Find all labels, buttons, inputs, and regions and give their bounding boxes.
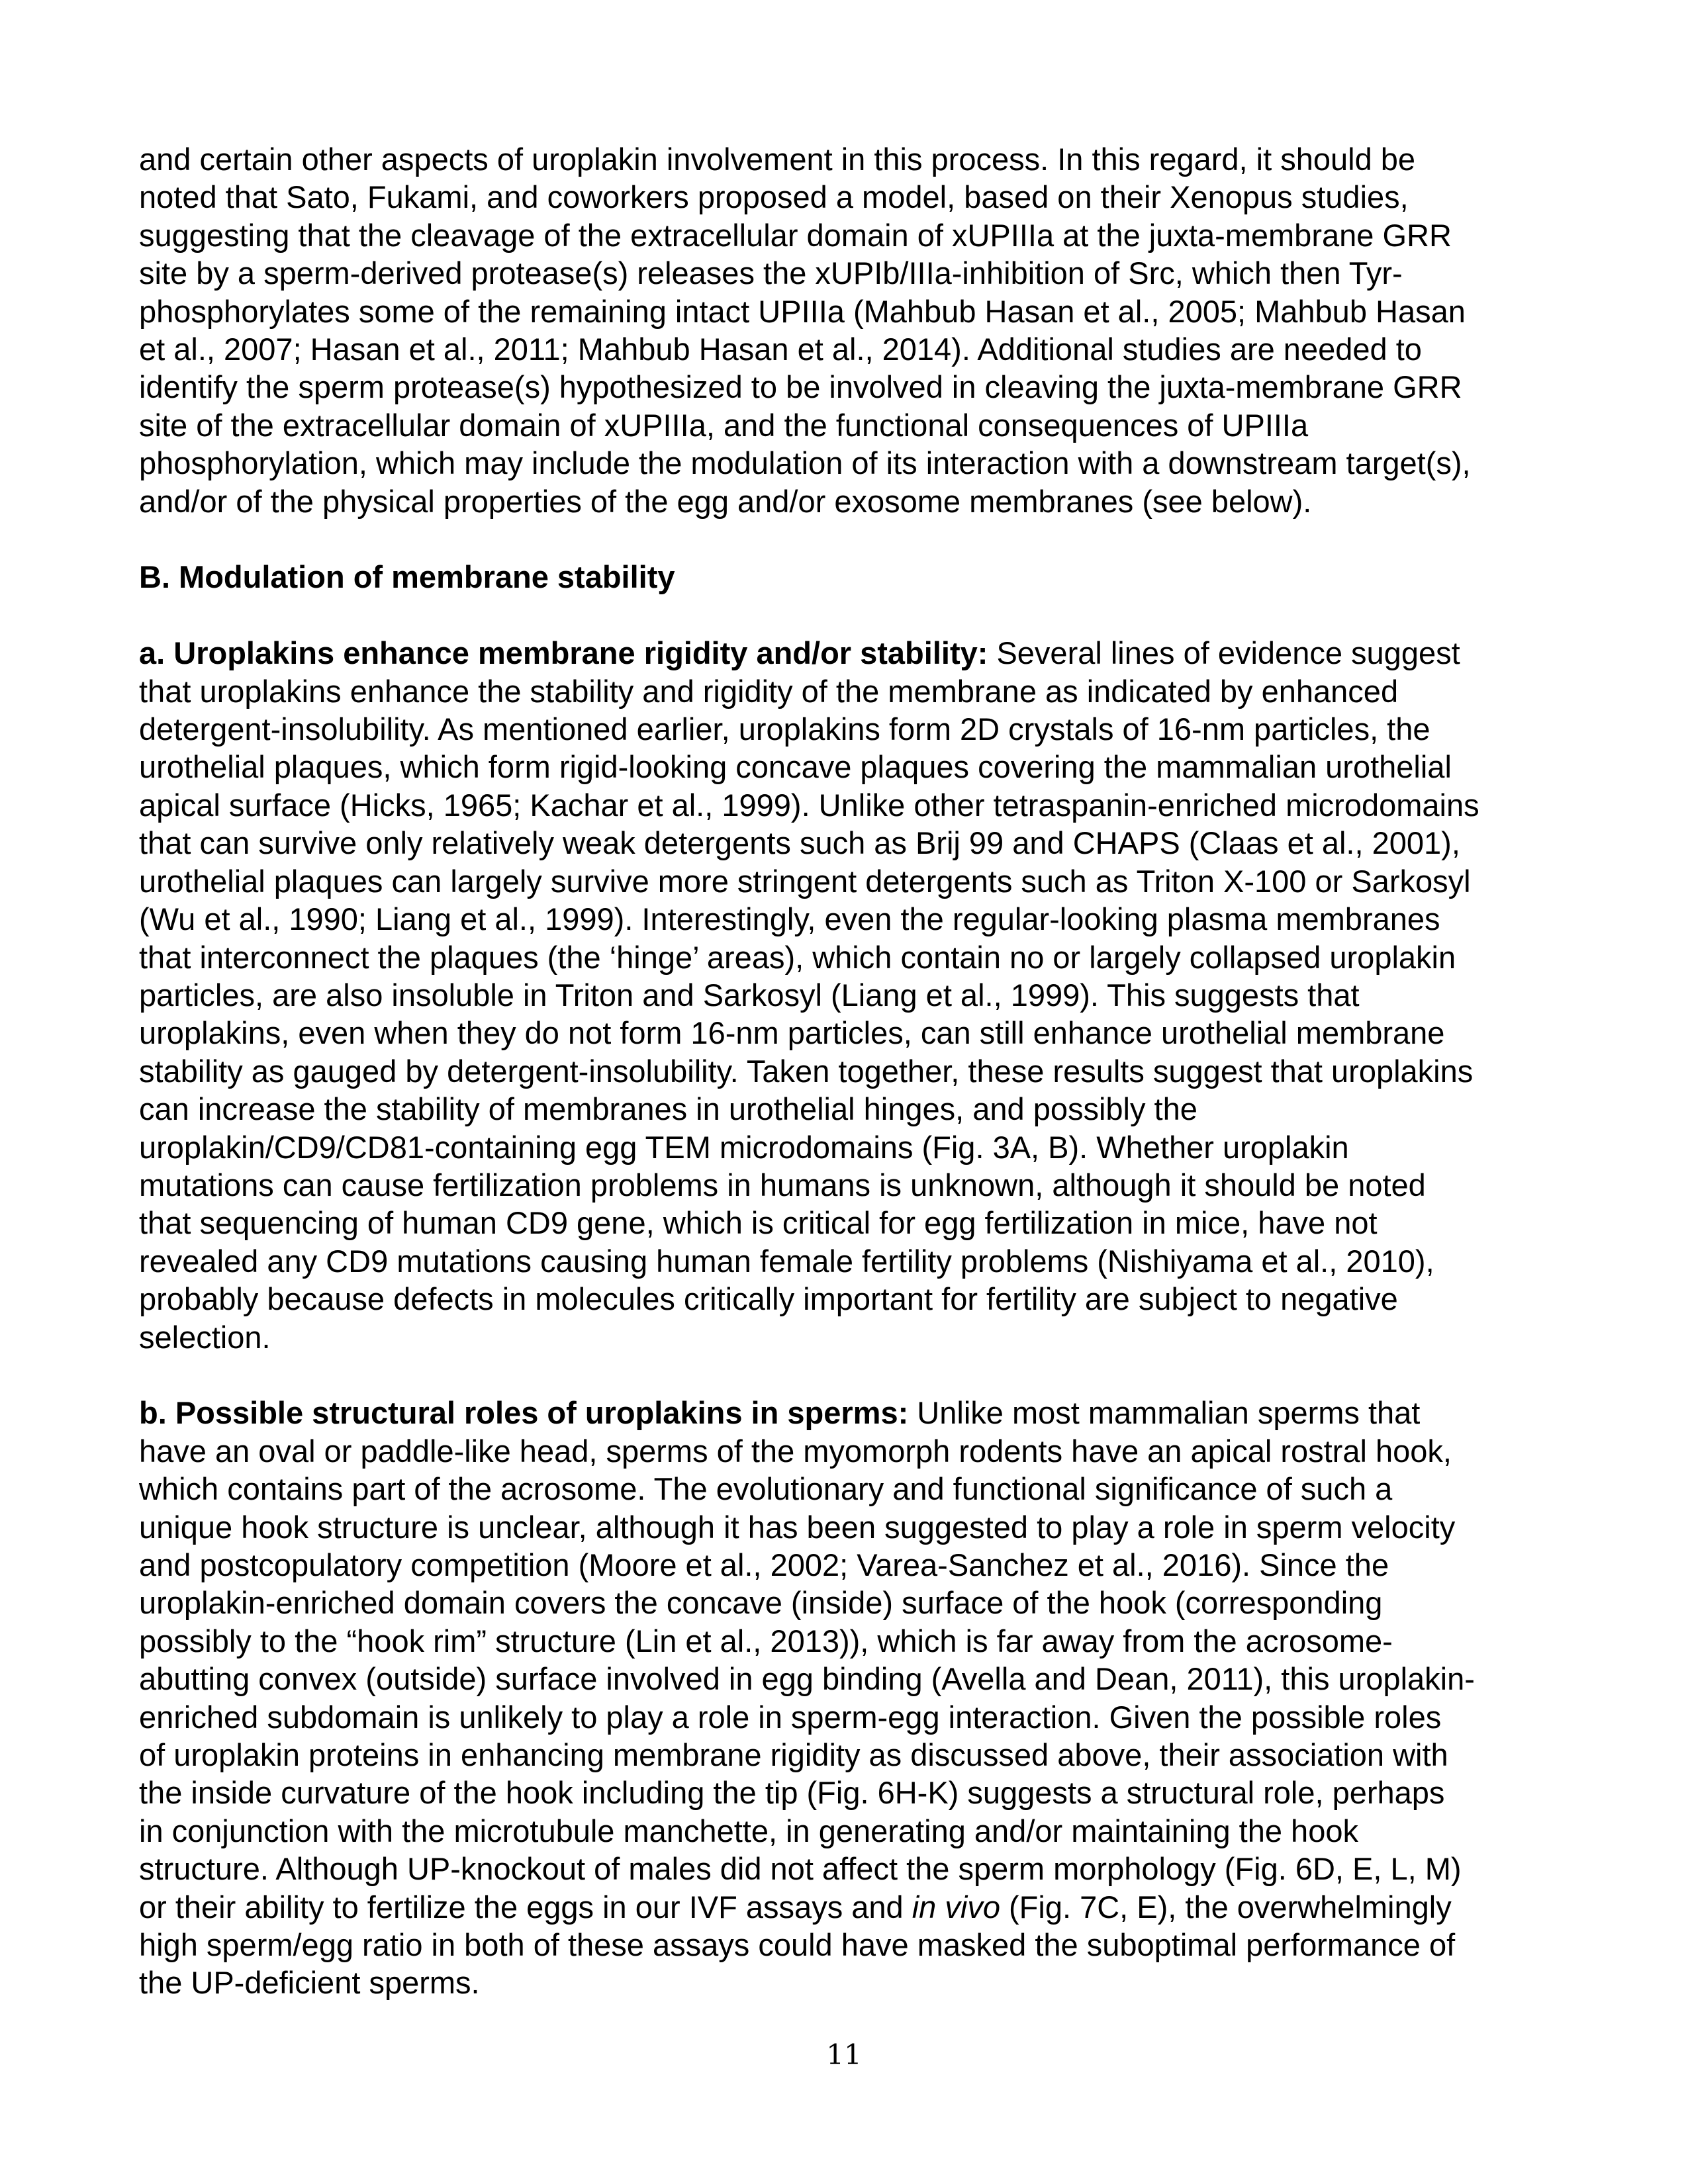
- text-run: (Fig. 7C, E), the overwhelmingly: [1000, 1889, 1452, 1925]
- text-line: phosphorylates some of the remaining intact UPIIIa (Mahbub Hasan et al., 2005; Mahbub Hasan: [139, 293, 1466, 329]
- text-line: selection.: [139, 1319, 271, 1355]
- text-line: and/or of the physical properties of the egg and/or exosome membranes (see below).: [139, 483, 1312, 519]
- text-line: the inside curvature of the hook including the tip (Fig. 6H-K) suggests a structural role, perhaps: [139, 1775, 1445, 1811]
- paragraph-membrane-rigidity: [139, 634, 1549, 1356]
- paragraph-spacer: [139, 1356, 1549, 1394]
- text-run: Unlike most mammalian sperms that: [908, 1395, 1421, 1431]
- text-line: particles, are also insoluble in Triton and Sarkosyl (Liang et al., 1999). This suggests that: [139, 977, 1360, 1013]
- text-line: uroplakins, even when they do not form 16-nm particles, can still enhance urothelial membrane: [139, 1015, 1445, 1051]
- document-page: [139, 140, 1549, 2002]
- text-line: revealed any CD9 mutations causing human female fertility problems (Nishiyama et al., 2010),: [139, 1243, 1434, 1279]
- text-line: unique hook structure is unclear, although it has been suggested to play a role in sperm velocity: [139, 1509, 1456, 1545]
- section-heading-b: B. Modulation of membrane stability: [139, 559, 675, 595]
- subsection-heading-a: a. Uroplakins enhance membrane rigidity and/or stability:: [139, 635, 988, 671]
- text-line: urothelial plaques, which form rigid-looking concave plaques covering the mammalian urothelial: [139, 749, 1452, 785]
- text-line: site by a sperm-derived protease(s) releases the xUPIb/IIIa-inhibition of Src, which then Tyr-: [139, 255, 1403, 291]
- text-line: detergent-insolubility. As mentioned earlier, uroplakins form 2D crystals of 16-nm particles, the: [139, 711, 1430, 747]
- text-line: in conjunction with the microtubule manchette, in generating and/or maintaining the hook: [139, 1813, 1358, 1848]
- italic-term: in vivo: [912, 1889, 1000, 1925]
- subsection-heading-b: b. Possible structural roles of uroplakins in sperms:: [139, 1395, 909, 1431]
- paragraph-uroplakin-involvement: [139, 140, 1549, 520]
- paragraph-spacer: [139, 520, 1549, 558]
- text-line: uroplakin-enriched domain covers the concave (inside) surface of the hook (corresponding: [139, 1585, 1383, 1621]
- text-run: or their ability to fertilize the eggs in our IVF assays and: [139, 1889, 912, 1925]
- text-line: structure. Although UP-knockout of males did not affect the sperm morphology (Fig. 6D, E, L, M): [139, 1851, 1462, 1887]
- paragraph-spacer: [139, 596, 1549, 634]
- text-line: noted that Sato, Fukami, and coworkers proposed a model, based on their Xenopus studies,: [139, 179, 1409, 215]
- text-line: [139, 634, 1549, 672]
- text-line: that sequencing of human CD9 gene, which is critical for egg fertilization in mice, have not: [139, 1205, 1378, 1241]
- text-line: the UP-deficient sperms.: [139, 1965, 480, 2001]
- text-line: and postcopulatory competition (Moore et al., 2002; Varea-Sanchez et al., 2016). Since the: [139, 1547, 1389, 1582]
- text-line: that interconnect the plaques (the ‘hinge’ areas), which contain no or largely collapsed uroplakin: [139, 939, 1456, 975]
- text-line: stability as gauged by detergent-insolubility. Taken together, these results suggest that uroplakins: [139, 1053, 1474, 1089]
- text-line: apical surface (Hicks, 1965; Kachar et al., 1999). Unlike other tetraspanin-enriched microdomains: [139, 787, 1479, 823]
- text-line: et al., 2007; Hasan et al., 2011; Mahbub Hasan et al., 2014). Additional studies are needed to: [139, 332, 1422, 367]
- text-line: which contains part of the acrosome. The evolutionary and functional significance of such a: [139, 1471, 1393, 1507]
- text-line: can increase the stability of membranes in urothelial hinges, and possibly the: [139, 1091, 1197, 1127]
- text-line: [139, 1394, 1549, 1432]
- text-line: (Wu et al., 1990; Liang et al., 1999). Interestingly, even the regular-looking plasma membranes: [139, 901, 1440, 937]
- text-line: probably because defects in molecules critically important for fertility are subject to negative: [139, 1281, 1398, 1317]
- text-line: mutations can cause fertilization problems in humans is unknown, although it should be noted: [139, 1167, 1426, 1203]
- text-line: have an oval or paddle-like head, sperms of the myomorph rodents have an apical rostral hook,: [139, 1433, 1452, 1469]
- text-line: urothelial plaques can largely survive more stringent detergents such as Triton X-100 or Sarkosyl: [139, 863, 1471, 899]
- text-line: high sperm/egg ratio in both of these assays could have masked the suboptimal performance of: [139, 1927, 1456, 1963]
- text-line: of uroplakin proteins in enhancing membrane rigidity as discussed above, their association with: [139, 1737, 1448, 1773]
- paragraph-sperm-structural-roles: [139, 1394, 1549, 2002]
- text-line: possibly to the “hook rim” structure (Lin et al., 2013)), which is far away from the acrosome-: [139, 1623, 1393, 1659]
- text-line: that uroplakins enhance the stability and rigidity of the membrane as indicated by enhanced: [139, 673, 1399, 709]
- text-line: phosphorylation, which may include the modulation of its interaction with a downstream target(s),: [139, 445, 1471, 481]
- text-line: that can survive only relatively weak detergents such as Brij 99 and CHAPS (Claas et al., 2001),: [139, 825, 1460, 861]
- text-line: [139, 1888, 1549, 1926]
- text-line: enriched subdomain is unlikely to play a role in sperm-egg interaction. Given the possible roles: [139, 1699, 1442, 1735]
- text-line: identify the sperm protease(s) hypothesized to be involved in cleaving the juxta-membrane GRR: [139, 369, 1462, 405]
- text-line: abutting convex (outside) surface involved in egg binding (Avella and Dean, 2011), this uroplakin-: [139, 1661, 1475, 1697]
- text-line: site of the extracellular domain of xUPIIIa, and the functional consequences of UPIIIa: [139, 407, 1309, 443]
- page-number: 11: [826, 2038, 862, 2071]
- text-line: suggesting that the cleavage of the extracellular domain of xUPIIIa at the juxta-membrane GRR: [139, 217, 1452, 253]
- text-line: and certain other aspects of uroplakin involvement in this process. In this regard, it should be: [139, 142, 1416, 177]
- text-line: uroplakin/CD9/CD81-containing egg TEM microdomains (Fig. 3A, B). Whether uroplakin: [139, 1129, 1349, 1165]
- text-run: Several lines of evidence suggest: [988, 635, 1460, 671]
